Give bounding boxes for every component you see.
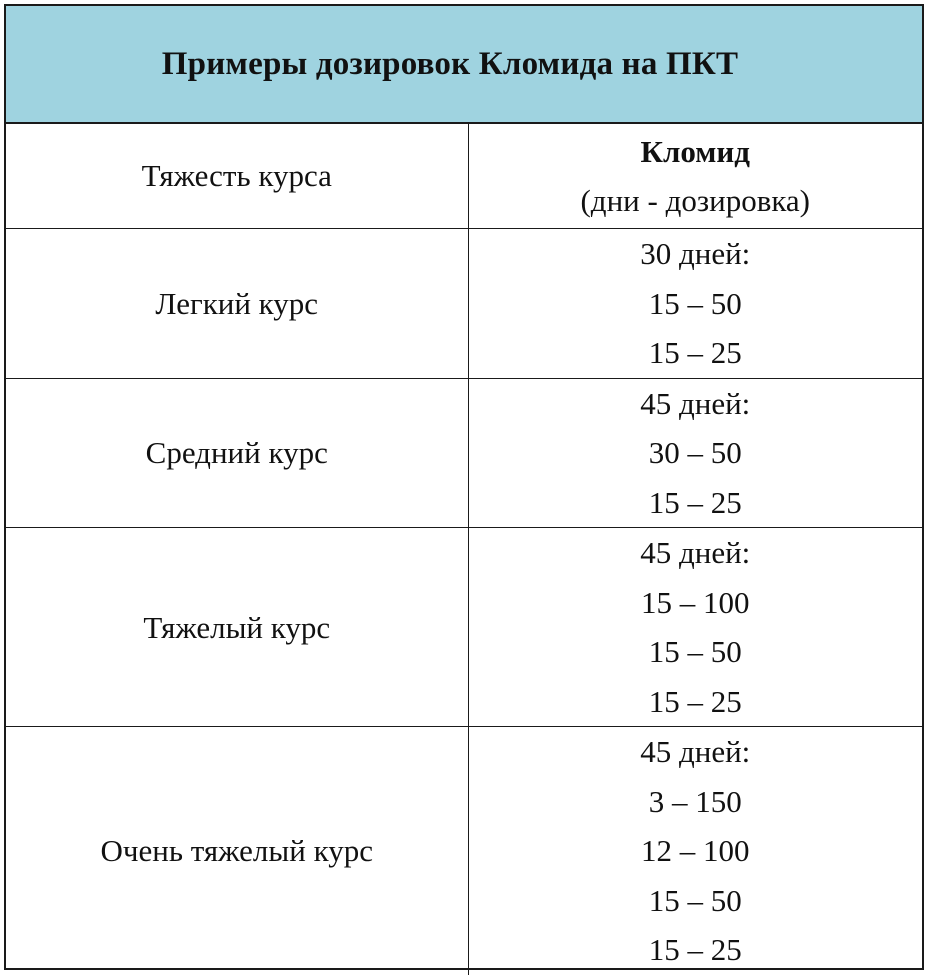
severity-cell (6, 378, 468, 528)
dosage-cell (468, 727, 922, 975)
severity-cell (6, 528, 468, 727)
dosage-table (6, 124, 922, 975)
dosage-cell (468, 378, 922, 528)
dose-line: 15 – 50 (648, 285, 742, 321)
dose-line: 15 – 25 (648, 484, 742, 520)
table-row (6, 727, 922, 975)
severity-label: Средний курс (145, 435, 328, 471)
dose-line: 30 – 50 (648, 435, 742, 470)
table-row (6, 528, 922, 727)
header-row (6, 124, 922, 229)
drug-subtitle: (дни - дозировка) (580, 183, 811, 218)
severity-cell (6, 229, 468, 379)
severity-label: Очень тяжелый курс (100, 833, 373, 869)
dose-line: 15 – 100 (641, 584, 750, 620)
dose-line: 15 – 25 (648, 683, 742, 719)
dose-line: 3 – 150 (648, 783, 742, 819)
dose-line: 15 – 50 (648, 634, 742, 669)
duration-text: 45 дней: (640, 535, 751, 570)
table-row (6, 378, 922, 528)
table-title: Примеры дозировок Кломида на ПКТ (161, 45, 739, 82)
dose-line: 15 – 50 (648, 882, 742, 918)
dose-line: 15 – 25 (648, 335, 742, 370)
dose-line: 12 – 100 (641, 833, 750, 868)
duration-text: 45 дней: (640, 734, 751, 769)
severity-label: Тяжелый курс (143, 609, 331, 645)
drug-column-header (468, 124, 922, 229)
drug-name: Кломид (640, 133, 750, 169)
title-bar (6, 6, 922, 124)
severity-label: Легкий курс (155, 285, 319, 321)
severity-column-header: Тяжесть курса (6, 124, 468, 229)
dosage-table-frame (4, 4, 924, 970)
duration-text: 45 дней: (640, 385, 751, 421)
severity-cell (6, 727, 468, 975)
dose-line: 15 – 25 (648, 932, 742, 967)
dosage-cell (468, 528, 922, 727)
duration-text: 30 дней: (640, 236, 751, 271)
table-row (6, 229, 922, 379)
dosage-cell (468, 229, 922, 379)
